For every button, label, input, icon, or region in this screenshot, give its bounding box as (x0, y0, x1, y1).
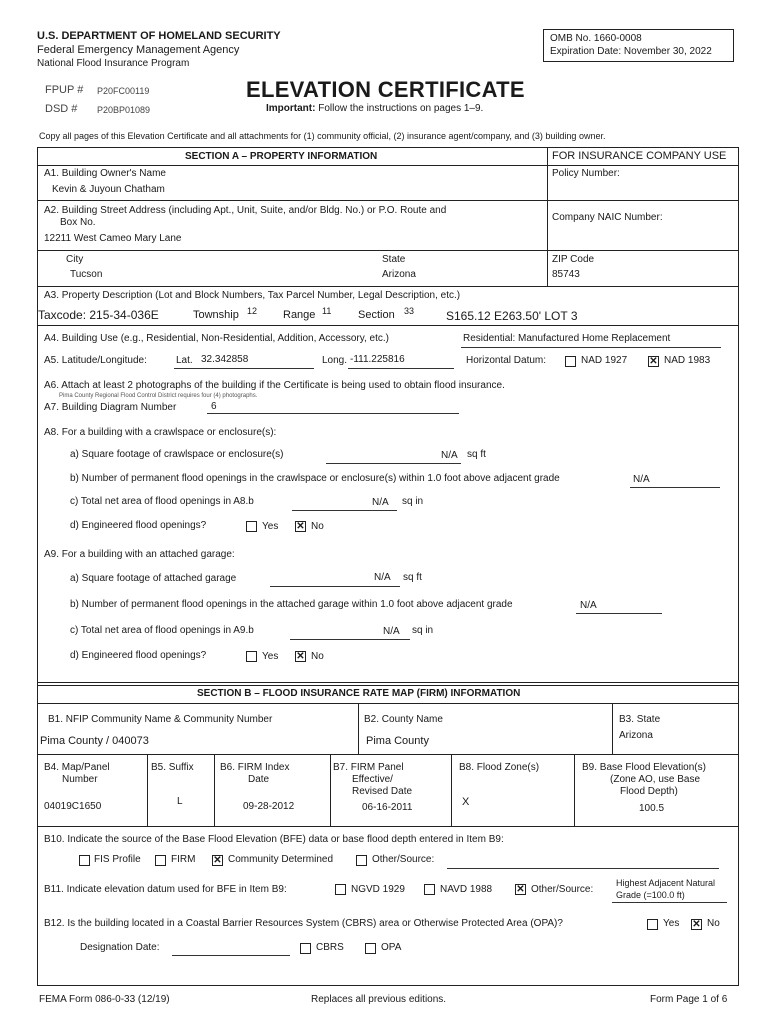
range-label: Range (283, 309, 316, 321)
important-note (266, 103, 483, 114)
dept-name: U.S. DEPARTMENT OF HOMELAND SECURITY (37, 30, 281, 42)
a2-label-cont: Box No. (60, 217, 96, 228)
a9a-unit: sq ft (403, 572, 422, 583)
important-text: Follow the instructions on pages 1–9. (318, 103, 484, 114)
a8d-yes-label: Yes (262, 521, 279, 532)
b3-state[interactable]: Arizona (619, 730, 653, 741)
important-label: Important: (266, 103, 316, 114)
township-label: Township (193, 309, 239, 321)
fpup-label: FPUP # (45, 84, 84, 96)
b12-yes-label: Yes (663, 918, 680, 929)
b7-firm-panel-date[interactable]: 06-16-2011 (362, 802, 413, 813)
a8c-value[interactable]: N/A (372, 497, 389, 508)
state-label: State (382, 254, 406, 265)
b4-label: B4. Map/Panel (44, 762, 110, 773)
b10-fis-checkbox[interactable] (79, 855, 90, 866)
a9-label: A9. For a building with an attached garage: (44, 549, 235, 560)
dsd-label: DSD # (45, 103, 78, 115)
nad1983-checkbox[interactable]: ✕ (649, 356, 658, 367)
section-a-title: SECTION A – PROPERTY INFORMATION (185, 151, 378, 162)
b8-label: B8. Flood Zone(s) (459, 762, 540, 773)
a8d-no-checkbox[interactable]: ✕ (296, 521, 305, 532)
a2-street-address[interactable]: 12211 West Cameo Mary Lane (44, 233, 182, 244)
b11-other-label: Other/Source: (531, 884, 594, 895)
a4-building-use[interactable]: Residential: Manufactured Home Replacement (463, 333, 671, 344)
b10-label: B10. Indicate the source of the Base Flood Elevation (BFE) data or base flood depth entered in Item B9: (44, 834, 504, 845)
b10-firm-label: FIRM (171, 854, 196, 865)
a8a-value[interactable]: N/A (441, 450, 458, 461)
b11-ngvd-checkbox[interactable] (335, 884, 346, 895)
b8-flood-zone[interactable]: X (462, 796, 470, 808)
b9-base-flood-elevation[interactable]: 100.5 (639, 803, 665, 814)
cbrs-label: CBRS (316, 942, 344, 953)
b7-label-cont-1: Effective/ (352, 774, 393, 785)
a8b-label: b) Number of permanent flood openings in the crawlspace or enclosure(s) within 1.0 foot above adjacent grade (70, 473, 560, 484)
omb-number: OMB No. 1660-0008 (550, 33, 642, 44)
b11-other-value[interactable]: Highest Adjacent Natural (616, 878, 716, 888)
b5-suffix[interactable]: L (177, 796, 183, 807)
a1-label: A1. Building Owner's Name (44, 168, 166, 179)
a9d-no-label: No (311, 651, 324, 662)
b12-yes-checkbox[interactable] (647, 919, 658, 930)
a9b-value[interactable]: N/A (580, 600, 597, 611)
b11-other-value-cont[interactable]: Grade (=100.0 ft) (616, 890, 685, 900)
agency-name: Federal Emergency Management Agency (37, 44, 240, 56)
a8d-label: d) Engineered flood openings? (70, 520, 207, 531)
a2-label: A2. Building Street Address (including Apt., Unit, Suite, and/or Bldg. No.) or P.O. Route and (44, 205, 447, 216)
datum-label: Horizontal Datum: (466, 355, 547, 366)
a9a-label: a) Square footage of attached garage (70, 573, 237, 584)
omb-box (543, 29, 734, 62)
designation-date-label: Designation Date: (80, 942, 160, 953)
policy-number-label: Policy Number: (552, 168, 620, 179)
nad1927-checkbox[interactable] (565, 356, 576, 367)
b11-other-checkbox[interactable]: ✕ (516, 884, 525, 895)
a9c-value[interactable]: N/A (383, 626, 400, 637)
b6-label: B6. FIRM Index (220, 762, 290, 773)
a5-label: A5. Latitude/Longitude: (44, 355, 147, 366)
b2-label: B2. County Name (364, 714, 443, 725)
a8c-label: c) Total net area of flood openings in A8.b (70, 496, 254, 507)
township-value[interactable]: 12 (247, 306, 258, 316)
state-value[interactable]: Arizona (382, 269, 416, 280)
section-value[interactable]: 33 (404, 306, 415, 316)
b11-label: B11. Indicate elevation datum used for BFE in Item B9: (44, 884, 287, 895)
b10-other-checkbox[interactable] (356, 855, 367, 866)
section-b-title: SECTION B – FLOOD INSURANCE RATE MAP (FIRM) INFORMATION (197, 688, 521, 699)
a9d-yes-checkbox[interactable] (246, 651, 257, 662)
b12-label: B12. Is the building located in a Coastal Barrier Resources System (CBRS) area or Otherwise Protected Area (OPA)? (44, 918, 563, 929)
b9-label-cont-1: (Zone AO, use Base (610, 774, 701, 785)
a8d-yes-checkbox[interactable] (246, 521, 257, 532)
b10-fis-label: FIS Profile (94, 854, 141, 865)
a3-taxcode[interactable]: Taxcode: 215-34-036E (38, 308, 159, 322)
nad1983-label: NAD 1983 (664, 355, 711, 366)
page-title: ELEVATION CERTIFICATE (246, 77, 525, 102)
a9a-value[interactable]: N/A (374, 572, 391, 583)
fpup-value: P20FC00119 (97, 86, 150, 96)
b12-no-label: No (707, 918, 720, 929)
a8d-no-label: No (311, 521, 324, 532)
copy-note: Copy all pages of this Elevation Certificate and all attachments for (1) community official, (2) insurance agent/company, and (3) building owner. (39, 131, 606, 141)
city-value[interactable]: Tucson (70, 269, 103, 280)
a9b-label: b) Number of permanent flood openings in the attached garage within 1.0 foot above adjacent grade (70, 599, 513, 610)
b10-community-label: Community Determined (228, 854, 334, 865)
a9d-no-checkbox[interactable]: ✕ (296, 651, 305, 662)
range-value[interactable]: 11 (322, 306, 332, 316)
long-label: Long. (322, 355, 348, 366)
cbrs-checkbox[interactable] (300, 943, 311, 954)
latitude-value[interactable]: 32.342858 (201, 354, 249, 365)
a8c-unit: sq in (402, 496, 424, 507)
b9-label: B9. Base Flood Elevation(s) (582, 762, 706, 773)
b9-label-cont-2: Flood Depth) (620, 786, 678, 797)
nad1927-label: NAD 1927 (581, 355, 628, 366)
opa-checkbox[interactable] (365, 943, 376, 954)
a1-owner-name[interactable]: Kevin & Juyoun Chatham (52, 184, 165, 195)
a6-note: Pima County Regional Flood Control District requires four (4) photographs. (59, 393, 258, 399)
a7-label: A7. Building Diagram Number (44, 402, 177, 413)
a7-diagram-number[interactable]: 6 (211, 401, 217, 412)
program-name: National Flood Insurance Program (37, 58, 190, 69)
b11-navd-label: NAVD 1988 (440, 884, 493, 895)
b4-label-cont: Number (62, 774, 98, 785)
b10-community-checkbox[interactable]: ✕ (213, 855, 222, 866)
b10-firm-checkbox[interactable] (155, 855, 166, 866)
dsd-value: P20BP01089 (97, 105, 151, 115)
legal-description[interactable]: S165.12 E263.50' LOT 3 (446, 309, 578, 323)
b7-label-cont-2: Revised Date (352, 786, 413, 797)
a8-label: A8. For a building with a crawlspace or enclosure(s): (44, 427, 277, 438)
expiration-date: Expiration Date: November 30, 2022 (550, 46, 712, 57)
opa-label: OPA (381, 942, 402, 953)
city-label: City (66, 254, 84, 265)
b7-label: B7. FIRM Panel (333, 762, 404, 773)
company-naic-label: Company NAIC Number: (552, 212, 663, 223)
b5-label: B5. Suffix (151, 762, 194, 773)
a8a-unit: sq ft (467, 449, 486, 460)
a4-label: A4. Building Use (e.g., Residential, Non-Residential, Addition, Accessory, etc.) (44, 333, 389, 344)
a9c-unit: sq in (412, 625, 434, 636)
section-label: Section (358, 309, 395, 321)
b12-no-checkbox[interactable]: ✕ (692, 919, 701, 930)
b10-other-label: Other/Source: (372, 854, 435, 865)
b6-label-cont: Date (248, 774, 270, 785)
a8b-value[interactable]: N/A (633, 474, 650, 485)
replaces-note: Replaces all previous editions. (311, 994, 447, 1005)
longitude-value[interactable]: -111.225816 (350, 354, 405, 365)
zip-label: ZIP Code (552, 254, 595, 265)
a6-label: A6. Attach at least 2 photographs of the building if the Certificate is being used to obtain flood insurance. (44, 380, 505, 391)
b6-firm-index-date[interactable]: 09-28-2012 (243, 801, 295, 812)
a8a-label: a) Square footage of crawlspace or enclosure(s) (70, 449, 284, 460)
b4-map-panel[interactable]: 04019C1650 (44, 801, 102, 812)
b2-county[interactable]: Pima County (366, 735, 429, 747)
b3-label: B3. State (619, 714, 661, 725)
form-number: FEMA Form 086-0-33 (12/19) (39, 994, 170, 1005)
zip-value[interactable]: 85743 (552, 269, 580, 280)
page-number: Form Page 1 of 6 (650, 994, 728, 1005)
a9d-label: d) Engineered flood openings? (70, 650, 207, 661)
b1-label: B1. NFIP Community Name & Community Number (48, 714, 273, 725)
b11-ngvd-label: NGVD 1929 (351, 884, 405, 895)
b1-community[interactable]: Pima County / 040073 (40, 735, 149, 747)
b11-navd-checkbox[interactable] (424, 884, 435, 895)
insurance-use-label: FOR INSURANCE COMPANY USE (552, 150, 727, 162)
a3-label: A3. Property Description (Lot and Block Numbers, Tax Parcel Number, Legal Description, etc.) (44, 290, 461, 301)
a9c-label: c) Total net area of flood openings in A9.b (70, 625, 254, 636)
a9d-yes-label: Yes (262, 651, 279, 662)
lat-label: Lat. (176, 355, 193, 366)
